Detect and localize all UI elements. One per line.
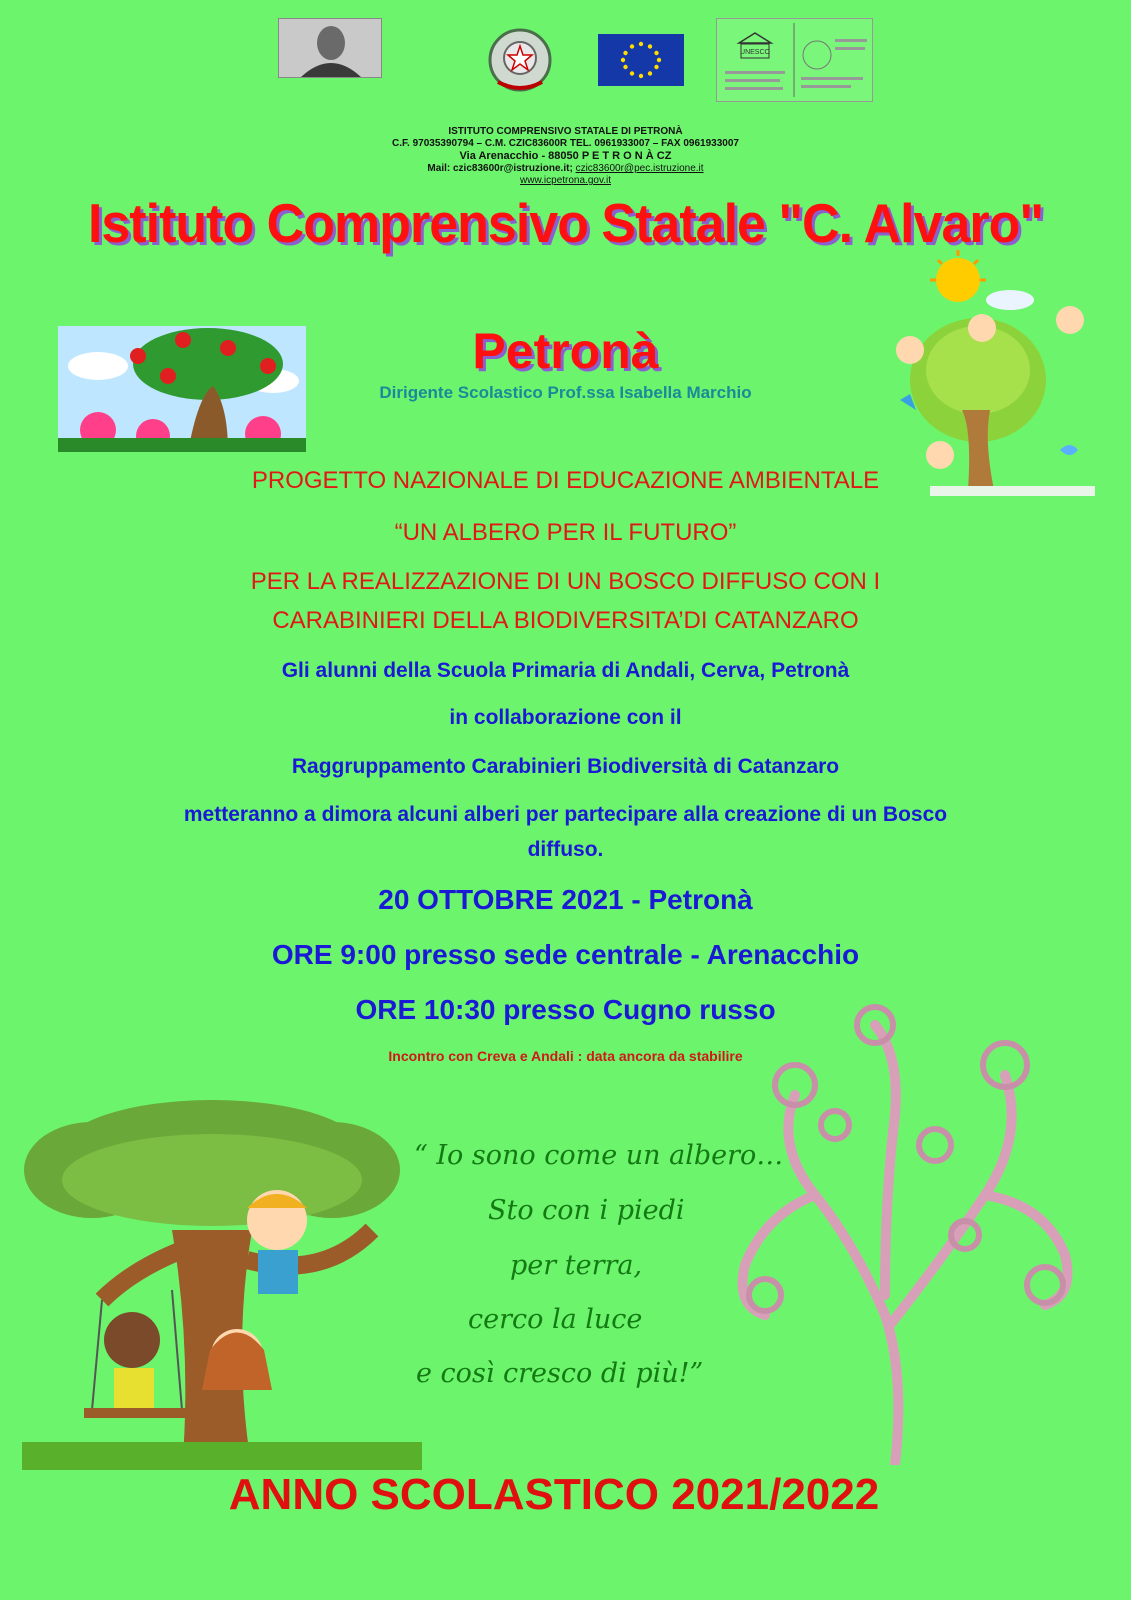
body-line-3: Raggruppamento Carabinieri Biodiversità di Catanzaro (291, 755, 840, 778)
pec-link[interactable]: czic83600r@pec.istruzione.it (575, 163, 704, 174)
address-line: Via Arenacchio - 88050 P E T R O N À CZ (459, 150, 672, 162)
body-line-5: diffuso. (527, 838, 604, 861)
body-line-4: metteranno a dimora alcuni alberi per partecipare alla creazione di un Bosco (183, 803, 948, 826)
event-date: 20 OTTOBRE 2021 - Petronà (378, 884, 753, 915)
body-line-1: Gli alunni della Scuola Primaria di Andali, Cerva, Petronà (281, 659, 850, 682)
project-line-2: “UN ALBERO PER IL FUTURO” (394, 519, 737, 546)
quote-line-4: cerco la luce (468, 1304, 643, 1335)
emblem-icon (484, 24, 556, 96)
school-year: ANNO SCOLASTICO 2021/2022 (228, 1470, 880, 1519)
event-note: Incontro con Creva e Andali : data ancora da stabilire (388, 1048, 743, 1064)
page-title: Istituto Comprensivo Statale "C. Alvaro" (87, 193, 1044, 255)
body-line-2: in collaborazione con il (449, 706, 682, 729)
quote-line-2: Sto con i piedi (488, 1195, 685, 1226)
swirl-tree-illustration (705, 995, 1105, 1465)
event-time-2: ORE 10:30 presso Cugno russo (355, 994, 776, 1025)
swing-tree-illustration (22, 1090, 422, 1470)
event-time-1: ORE 9:00 presso sede centrale - Arenacchio (271, 939, 860, 970)
portrait-icon (279, 19, 381, 77)
quote-line-3: per terra, (510, 1250, 643, 1281)
quote-line-5: e così cresco di più!” (416, 1358, 704, 1389)
mail-prefix: Mail: czic83600r@istruzione.it; (427, 163, 576, 174)
eu-flag (598, 34, 684, 86)
principal-line: Dirigente Scolastico Prof.ssa Isabella Marchio (379, 383, 752, 402)
project-line-3: PER LA REALIZZAZIONE DI UN BOSCO DIFFUSO CON I (250, 568, 881, 595)
website-link[interactable]: www.icpetrona.gov.it (520, 175, 611, 186)
project-line-1: PROGETTO NAZIONALE DI EDUCAZIONE AMBIENTALE (251, 467, 880, 494)
town-title: Petronà (472, 323, 659, 379)
italian-republic-emblem (484, 24, 556, 96)
svg-text:UNESCO: UNESCO (740, 49, 770, 56)
unesco-logo (716, 18, 873, 102)
eu-flag-icon (598, 34, 684, 86)
unesco-icon (717, 19, 872, 101)
portrait-photo (278, 18, 382, 78)
codes-line: C.F. 97035390794 – C.M. CZIC83600R TEL. 0961933007 – FAX 0961933007 (392, 138, 739, 149)
project-line-4: CARABINIERI DELLA BIODIVERSITA’DI CATANZARO (272, 607, 859, 634)
mail-line (0, 163, 1131, 175)
institute-line: ISTITUTO COMPRENSIVO STATALE DI PETRONÀ (448, 126, 683, 137)
quote-line-1: “ Io sono come un albero… (414, 1140, 784, 1171)
